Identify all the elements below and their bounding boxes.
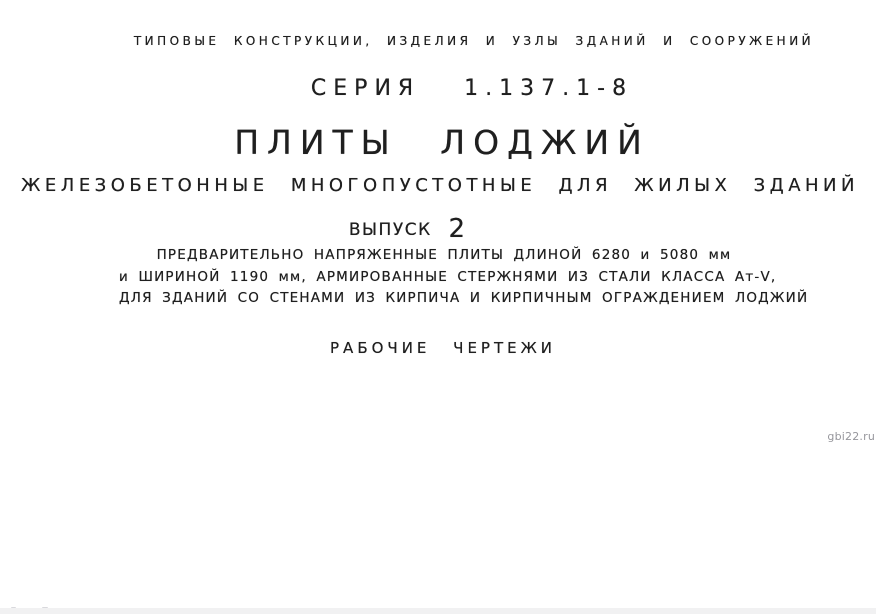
description-line: ПРЕДВАРИТЕЛЬНО НАПРЯЖЕННЫЕ ПЛИТЫ ДЛИНОЙ 6280 и 5080 мм (156, 247, 732, 263)
series-number: СЕРИЯ 1.137.1-8 (310, 76, 634, 101)
document-title: ПЛИТЫ ЛОДЖИЙ (234, 123, 650, 162)
site-watermark: gbi22.ru (827, 430, 875, 443)
issue-number: 2 (448, 214, 466, 244)
description-paragraph (119, 245, 809, 310)
issue-line (349, 214, 465, 244)
scan-edge-strip (0, 608, 876, 614)
document-category-header: ТИПОВЫЕ КОНСТРУКЦИИ, ИЗДЕЛИЯ И УЗЛЫ ЗДАНИЙ И СООРУЖЕНИЙ (133, 34, 815, 48)
description-line: и ШИРИНОЙ 1190 мм, АРМИРОВАННЫЕ СТЕРЖНЯМИ ИЗ СТАЛИ КЛАССА Ат-V, (119, 268, 777, 285)
document-type-label: РАБОЧИЕ ЧЕРТЕЖИ (330, 339, 556, 357)
description-line: ДЛЯ ЗДАНИЙ СО СТЕНАМИ ИЗ КИРПИЧА И КИРПИЧНЫМ ОГРАЖДЕНИЕМ ЛОДЖИЙ (119, 290, 809, 306)
document-subtitle: ЖЕЛЕЗОБЕТОННЫЕ МНОГОПУСТОТНЫЕ ДЛЯ ЖИЛЫХ ЗДАНИЙ (21, 175, 859, 196)
issue-label: ВЫПУСК (348, 220, 432, 240)
